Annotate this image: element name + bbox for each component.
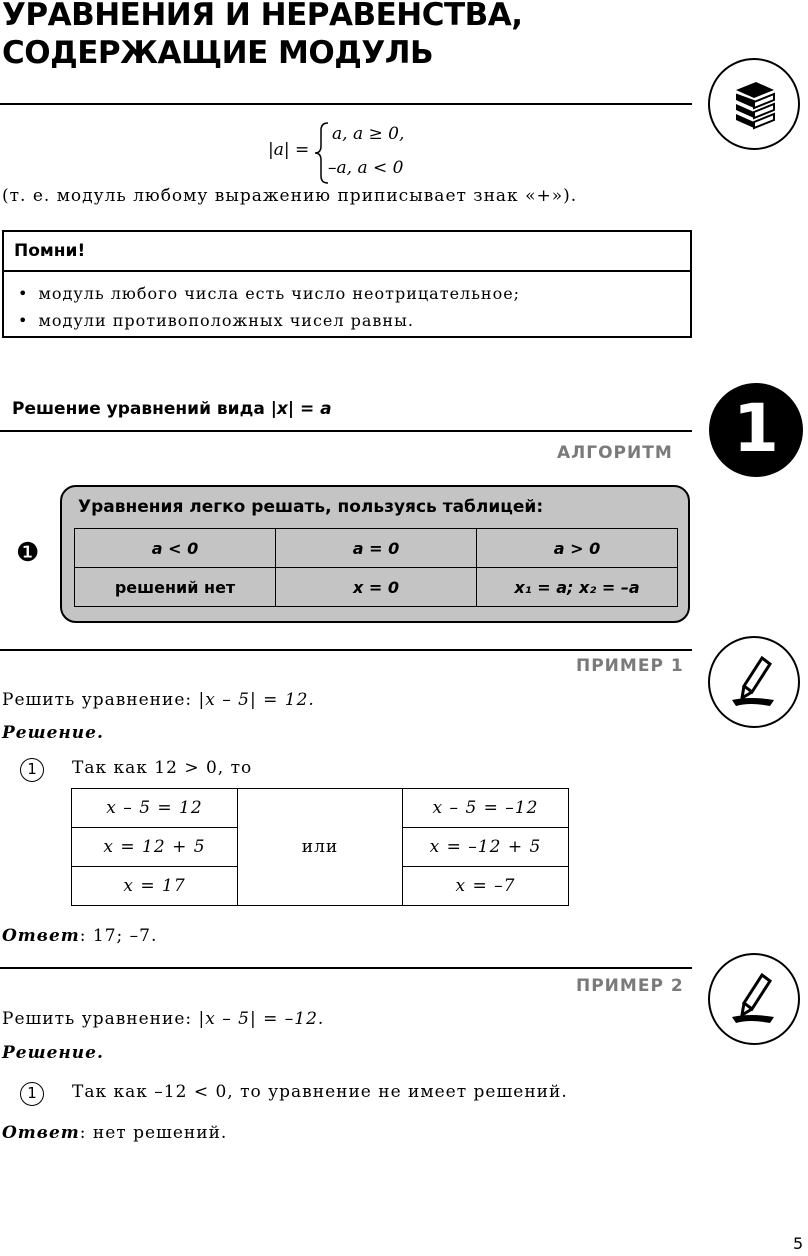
table-cell: решений нет xyxy=(75,568,276,607)
remember-box xyxy=(2,230,692,338)
example-1-task-text: Решить уравнение: xyxy=(2,690,199,710)
table-cell-text: x = 17 xyxy=(123,876,186,896)
answer-label: Ответ xyxy=(2,926,80,946)
definition-case-2: –a, a < 0 xyxy=(328,158,404,178)
algorithm-label: АЛГОРИТМ xyxy=(557,443,673,463)
example-1-answer xyxy=(2,926,157,946)
section-title-text: Решение уравнений вида xyxy=(12,399,271,419)
algorithm-box xyxy=(60,485,690,623)
section-number: 1 xyxy=(733,390,779,467)
example-1-task-equation: |x – 5| = 12. xyxy=(198,690,315,710)
answer-label: Ответ xyxy=(2,1123,80,1143)
example-2-task-text: Решить уравнение: xyxy=(2,1009,199,1029)
table-cell-text: x = –7 xyxy=(455,876,516,896)
algorithm-title: Уравнения легко решать, пользуясь таблицей: xyxy=(78,497,544,517)
example-1-table xyxy=(71,788,569,906)
divider xyxy=(0,967,692,969)
algorithm-table xyxy=(74,528,678,607)
pencil-icon xyxy=(708,953,800,1045)
page-number: 5 xyxy=(793,1234,804,1253)
table-cell xyxy=(75,529,276,568)
definition-note: (т. е. модуль любому выражению приписывает знак «+»). xyxy=(2,186,578,206)
table-row xyxy=(75,568,678,607)
example-2-task-equation: |x – 5| = –12. xyxy=(198,1009,325,1029)
table-cell xyxy=(403,828,569,867)
title-line-2: СОДЕРЖАЩИЕ МОДУЛЬ xyxy=(2,35,434,71)
example-2-task xyxy=(2,1009,324,1029)
example-2-solution-label: Решение. xyxy=(2,1043,104,1063)
table-cell-text: x₁ = a; x₂ = –a xyxy=(514,577,640,597)
answer-value: : 17; –7. xyxy=(79,926,158,946)
definition-lhs: |a| = xyxy=(268,140,310,160)
table-cell-text: x = 12 + 5 xyxy=(103,837,206,857)
divider xyxy=(0,649,692,651)
answer-value: : нет решений. xyxy=(79,1123,228,1143)
algorithm-marker: ❶ xyxy=(16,538,40,568)
remember-list xyxy=(4,272,690,334)
title-line-1: УРАВНЕНИЯ И НЕРАВЕНСТВА, xyxy=(2,0,523,33)
table-cell-text: x – 5 = –12 xyxy=(432,798,539,818)
books-icon xyxy=(708,58,800,150)
section-title-formula: |x| = a xyxy=(270,399,332,419)
divider xyxy=(0,430,692,432)
table-cell xyxy=(276,568,477,607)
table-row xyxy=(75,529,678,568)
table-row xyxy=(72,789,569,828)
pencil-icon xyxy=(708,636,800,728)
table-cell-text: a > 0 xyxy=(553,538,601,558)
remember-heading: Помни! xyxy=(4,232,690,272)
page-title xyxy=(2,0,523,72)
step-number: 1 xyxy=(20,758,44,782)
table-cell xyxy=(477,568,678,607)
modulus-definition xyxy=(268,122,468,184)
table-cell-text: x = –12 + 5 xyxy=(429,837,542,857)
table-cell xyxy=(477,529,678,568)
table-cell-text: a = 0 xyxy=(352,538,400,558)
table-cell xyxy=(72,789,238,828)
step-number: 1 xyxy=(20,1082,44,1106)
list-item: • модуль любого числа есть число неотрицательное; xyxy=(18,280,690,307)
example-1-step-text: Так как 12 > 0, то xyxy=(72,758,253,778)
number-one-icon xyxy=(709,383,803,477)
table-cell xyxy=(276,529,477,568)
list-item: • модули противоположных чисел равны. xyxy=(18,307,690,334)
example-2-answer xyxy=(2,1123,227,1143)
example-1-label: ПРИМЕР 1 xyxy=(576,656,684,676)
example-1-solution-label: Решение. xyxy=(2,723,104,743)
example-2-step-text: Так как –12 < 0, то уравнение не имеет решений. xyxy=(72,1082,568,1102)
table-cell xyxy=(403,867,569,906)
example-1-task xyxy=(2,690,315,710)
table-cell-or: или xyxy=(238,789,403,906)
table-cell xyxy=(72,867,238,906)
example-2-label: ПРИМЕР 2 xyxy=(576,976,684,996)
table-cell-text: x = 0 xyxy=(353,577,399,597)
table-cell-text: a < 0 xyxy=(151,538,199,558)
table-cell-text: x – 5 = 12 xyxy=(106,798,203,818)
divider xyxy=(0,103,692,105)
section-heading xyxy=(12,399,332,419)
table-cell xyxy=(72,828,238,867)
definition-case-1: a, a ≥ 0, xyxy=(332,124,405,144)
table-cell xyxy=(403,789,569,828)
